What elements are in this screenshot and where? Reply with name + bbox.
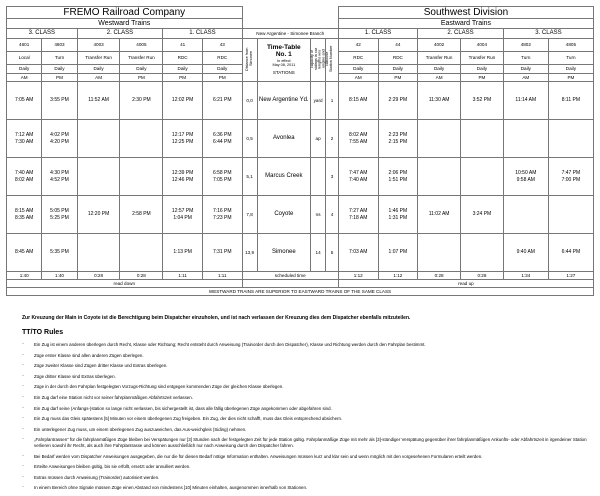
time-cell [120,82,163,120]
time-value: 1:13 PM [173,249,192,255]
read-spacer [242,280,338,288]
time-value: 5:25 PM [50,214,69,221]
train-number: 4802 [503,39,548,52]
station-distance: 7,8 [242,196,257,234]
westward-header: Westward Trains [7,19,243,29]
train-type: Turn [548,52,593,65]
train-ampm: PM [461,74,504,82]
scheduled-time: 1:12 [378,272,418,280]
time-cell [378,120,418,158]
crossing-note: Zur Kreuzung der Main in Coyote ist die Berechtigung beim Dispatcher einzuholen, und ist nach verlassen der Kreuzung dies dem Dispatcher ebenfalls mitzuteilen. [22,315,411,321]
time-cell [503,82,548,120]
time-value: 9:40 AM [516,249,535,255]
time-cell [338,82,378,120]
west-class-1: 1. CLASS [163,29,242,39]
capacity-header [310,39,330,82]
train-ampm: PM [378,74,418,82]
train-type: RDC [202,52,242,65]
time-cell [202,158,242,196]
time-value: 7:16 PM [212,207,232,214]
time-cell [338,234,378,272]
station-name: Simonee [257,234,311,272]
scheduled-time: 1:11 [163,272,203,280]
time-value: 4:20 PM [50,138,69,145]
time-cell [378,196,418,234]
time-value: 3:24 PM [472,211,492,217]
timetable-date: May 08, 2011 [272,62,296,67]
east-class-1: 1. CLASS [338,29,417,39]
timetable-effect: In effect [277,58,291,63]
time-cell [338,120,378,158]
time-value: 7:05 PM [212,176,232,183]
time-value: 2:06 PM [388,169,408,176]
time-value: 7:05 AM [14,97,34,103]
read-up: read up [338,280,593,288]
time-value: 11:02 AM [428,211,450,217]
time-value: 2:15 PM [388,138,408,145]
train-number: 4004 [461,39,504,52]
time-value: 2:58 PM [132,211,151,217]
train-number: 42 [338,39,378,52]
rule-item: · Ein Zug darf seine (Anfangs-)station so lange nicht verlassen, bis sichergestellt ist, dass alle fällig überlegenen Züge angekommen oder abgefahren sind. [22,406,592,412]
train-type: Transfer Run [418,52,461,65]
train-type: Transfer Run [461,52,504,65]
station-name: Coyote [257,196,311,234]
time-cell [42,196,77,234]
time-value: 7:30 AM [14,138,34,145]
time-cell [120,158,163,196]
time-cell [77,234,120,272]
train-days: Daily [378,65,418,74]
time-cell [7,82,42,120]
rule-item: · Züge erster Klasse sind allen anderen Zügen überlegen. [22,353,592,359]
east-class-3: 3. CLASS [503,29,593,39]
scheduled-time: 0:28 [418,272,461,280]
east-class-2: 2. CLASS [418,29,504,39]
station-capacity: ap [311,120,326,158]
timetable-number: No. 1 [275,51,292,59]
train-ampm: PM [42,74,77,82]
time-value: 7:31 PM [212,249,232,255]
time-value: 12:46 PM [171,176,194,183]
time-cell [503,120,548,158]
time-cell [418,196,461,234]
rule-item: · „Fahrplantrassen“ für die fahrplanmäßigen Züge bleiben bei Verspätungen nur [3] Stunden nach der festgelegten Zeit für jede Station gültig. Fahrplanmäßige Züge mit mehr als [3]-stündiger Verspätung gegenüber ihrer fahrplanmäßigen Ankunfts- oder Abfahrtszeit in irgendeiner Station verlieren sowohl ihr Recht, als auch ihre Fahrplantrasse und können ausschließlich nur nach Anweisung durch den Dispatcher fahren. [22,437,592,448]
time-value: 4:52 PM [50,176,69,183]
scheduled-time: 1:11 [202,272,242,280]
time-value: 1:51 PM [388,176,408,183]
train-days: Daily [7,65,42,74]
time-cell [42,234,77,272]
station-number: 1 [326,82,339,120]
time-value: 2:29 PM [388,97,408,103]
rule-item: · Ein Zug muss das Gleis spätestens [5] Minuten vor einem überlegenen Zug freigeben. Ein Zug, der dies nicht schafft, muss das Gleis entsprechend absichern. [22,416,592,422]
time-cell [42,158,77,196]
scheduled-time: 0:28 [120,272,163,280]
time-cell [163,120,203,158]
time-value: 12:39 PM [171,169,194,176]
rule-item: · Züge in der durch den Fahrplan festgelegten Vorzugs-Richtung sind entgegen kommenden Züge der gleichen Klasse überlegen. [22,384,592,390]
time-cell [378,234,418,272]
west-class-2: 2. CLASS [77,29,163,39]
branch-name: New Argentine - Simonee Branch [242,29,338,39]
station-distance: 0,0 [242,82,257,120]
time-value: 12:02 PM [171,97,194,103]
train-ampm: AM [338,74,378,82]
time-cell [378,82,418,120]
time-cell [548,158,593,196]
notes-section [22,315,592,496]
train-ampm: PM [163,74,203,82]
train-ampm: AM [77,74,120,82]
time-cell [202,196,242,234]
train-ampm: PM [548,74,593,82]
train-type: Transfer Run [77,52,120,65]
time-cell [120,234,163,272]
time-cell [418,158,461,196]
stations-header: STATIONS [272,69,295,75]
time-cell [418,82,461,120]
time-value: 1:46 PM [388,207,408,214]
read-down: read down [7,280,243,288]
rule-item: · Ein unterlegener Zug muss, um einem überlegenen Zug auszuweichen, das Aus-weichgleis (Siding) nehmen. [22,427,592,433]
time-value: 7:40 AM [349,176,368,183]
time-cell [548,234,593,272]
scheduled-time: 1:34 [503,272,548,280]
company-name: FREMO Railroad Company [7,7,243,19]
time-value: 6:21 PM [212,97,232,103]
west-class-3: 3. CLASS [7,29,78,39]
train-type: RDC [378,52,418,65]
train-days: Daily [548,65,593,74]
time-value: 6:58 PM [212,169,232,176]
train-number: 41 [163,39,203,52]
time-cell [163,234,203,272]
capacity-label: capacity of sidings in car lengths w/o engine and caboose [310,48,330,71]
time-cell [461,120,504,158]
scheduled-time-label: scheduled time [242,272,338,280]
time-value: 5:05 PM [50,207,69,214]
time-cell [77,120,120,158]
time-value: 6:44 PM [561,249,581,255]
distance-label: Distance from Simonee [244,47,253,72]
station-distance: 0,5 [242,120,257,158]
time-value: 11:30 AM [428,97,450,103]
time-cell [202,120,242,158]
train-number: 44 [378,39,418,52]
train-ampm: AM [7,74,42,82]
train-days: Daily [77,65,120,74]
time-value: 1:04 PM [173,214,192,221]
time-value: 3:52 PM [472,97,492,103]
train-ampm: AM [418,74,461,82]
train-days: Daily [461,65,504,74]
time-value: 9:58 AM [516,176,535,183]
time-cell [120,196,163,234]
time-value: 7:55 AM [349,138,368,145]
time-value: 7:40 AM [14,169,34,176]
scheduled-time: 1:12 [338,272,378,280]
time-value: 5:35 PM [50,249,69,255]
time-cell [461,234,504,272]
time-value: 7:47 PM [561,169,581,176]
station-number: 4 [326,196,339,234]
train-number: 4803 [42,39,77,52]
rule-item: · Extras müssen durch Anweisung (Trainorder) autorisiert werden. [22,475,592,481]
time-value: 7:18 AM [349,214,368,221]
distance-header [242,39,257,82]
time-cell [548,196,593,234]
station-capacity: 14 [311,234,326,272]
time-value: 12:17 PM [171,131,194,138]
train-ampm: PM [120,74,163,82]
time-value: 4:30 PM [50,169,69,176]
time-cell [378,158,418,196]
time-cell [418,234,461,272]
time-value: 7:47 AM [349,169,368,176]
rule-item: · Züge zweiter Klasse sind Zügen dritter Klasse und Extras überlegen. [22,363,592,369]
time-cell [461,158,504,196]
time-cell [7,120,42,158]
time-value: 1:31 PM [388,214,408,221]
timetable-title-cell [257,39,311,82]
time-cell [418,120,461,158]
time-cell [503,196,548,234]
timetable-title: Time-Table [266,44,301,52]
time-value: 12:20 PM [87,211,110,217]
time-cell [7,158,42,196]
time-cell [163,82,203,120]
timetable [6,6,594,296]
train-number: 4003 [77,39,120,52]
time-value: 1:07 PM [388,249,408,255]
train-ampm: PM [202,74,242,82]
scheduled-time: 0:28 [77,272,120,280]
time-value: 8:11 PM [561,97,581,103]
train-ampm: AM [503,74,548,82]
time-cell [163,158,203,196]
train-days: Daily [42,65,77,74]
time-value: 10:50 AM [515,169,537,176]
time-value: 8:02 AM [349,131,368,138]
train-days: Daily [338,65,378,74]
scheduled-time: 1:40 [42,272,77,280]
time-cell [77,196,120,234]
time-value: 11:52 AM [88,97,109,103]
eastward-header: Eastward Trains [338,19,593,29]
time-cell [163,196,203,234]
train-days: Daily [503,65,548,74]
division-name: Southwest Division [338,7,593,19]
train-type: RDC [163,52,203,65]
time-cell [503,158,548,196]
station-capacity: yard [311,82,326,120]
time-value: 12:25 PM [171,138,194,145]
time-value: 7:27 AM [349,207,368,214]
station-distance: 5,1 [242,158,257,196]
station-number: 2 [326,120,339,158]
train-type: Local [7,52,42,65]
station-number: 5 [326,234,339,272]
rule-item: · Ein Zug darf eine Station nicht vor seiner fahrplanmäßigen Abfahrtszeit verlassen. [22,395,592,401]
time-cell [338,196,378,234]
time-value: 7:03 AM [349,249,368,255]
scheduled-time: 1:40 [7,272,42,280]
time-value: 8:15 AM [349,97,368,103]
time-cell [461,196,504,234]
time-cell [338,158,378,196]
time-cell [42,82,77,120]
superior-note: WESTWARD TRAINS ARE SUPERIOR TO EASTWARD TRAINS OF THE SAME CLASS [7,288,594,296]
time-cell [7,234,42,272]
time-value: 11:14 AM [515,97,537,103]
time-cell [202,234,242,272]
time-cell [461,82,504,120]
rule-item: · Erteilte Anweisungen bleiben gültig, bis sie erfüllt, ersetzt oder annulliert werden. [22,464,592,470]
time-cell [77,82,120,120]
time-cell [42,120,77,158]
time-value: 8:15 AM [14,207,34,214]
train-number: 4005 [120,39,163,52]
station-number: 3 [326,158,339,196]
time-cell [202,82,242,120]
time-cell [120,120,163,158]
time-value: 4:02 PM [50,131,69,138]
station-capacity: ns [311,196,326,234]
train-number: 4002 [418,39,461,52]
time-value: 6:36 PM [212,131,232,138]
train-type: Transfer Run [120,52,163,65]
time-value: 2:30 PM [132,97,151,103]
rule-item: · Bei Bedarf werden vom Dispatcher Anweisungen ausgegeben, die nur die für diesen Bedarf nötige Information enthalten. Anweisungen müssen kurz und klar sein und wenn möglich mit den vorgesehenen Formularen erteilt werden. [22,454,592,460]
station-distance: 13,9 [242,234,257,272]
time-cell [7,196,42,234]
time-value: 7:12 AM [14,131,34,138]
train-days: Daily [163,65,203,74]
rules-title: TT/TO Rules [22,329,64,336]
time-value: 8:35 AM [14,214,34,221]
train-days: Daily [120,65,163,74]
rule-item: · Ein Zug ist einem anderen überlegen durch Recht, Klasse oder Richtung; Recht entsteht durch Anweisung (Trainorder durch den Dispatcher), Klasse und Richtung werden durch den Fahrplan bestimmt. [22,342,592,348]
time-cell [548,120,593,158]
train-days: Daily [202,65,242,74]
train-type: Turn [42,52,77,65]
time-value: 8:02 AM [14,176,34,183]
time-cell [77,158,120,196]
time-value: 7:00 PM [561,176,581,183]
train-number: 4601 [7,39,42,52]
time-cell [503,234,548,272]
station-name: New Argentine Yd. [257,82,311,120]
time-value: 12:57 PM [171,207,194,214]
time-value: 6:44 PM [212,138,232,145]
station-name: Marcus Creek [257,158,311,196]
train-type: Turn [503,52,548,65]
rule-item: · Züge dritter Klasse sind Extras überlegen. [22,374,592,380]
rule-item: · In einem Bereich ohne Signale müssen Züge einen Abstand von mindestens [10] Minuten einhalten, ausgenommen innerhalb von Stationen. [22,485,592,491]
train-type: RDC [338,52,378,65]
time-value: 7:23 PM [212,214,232,221]
train-days: Daily [418,65,461,74]
scheduled-time: 0:28 [461,272,504,280]
time-value: 2:23 PM [388,131,408,138]
rules-list [22,342,592,491]
station-number-label: Station Number [329,46,334,73]
time-cell [548,82,593,120]
train-number: 4805 [548,39,593,52]
time-value: 3:55 PM [50,97,69,103]
station-capacity [311,158,326,196]
time-value: 8:45 AM [14,249,34,255]
train-number: 43 [202,39,242,52]
scheduled-time: 1:27 [548,272,593,280]
station-name: Avonlea [257,120,311,158]
